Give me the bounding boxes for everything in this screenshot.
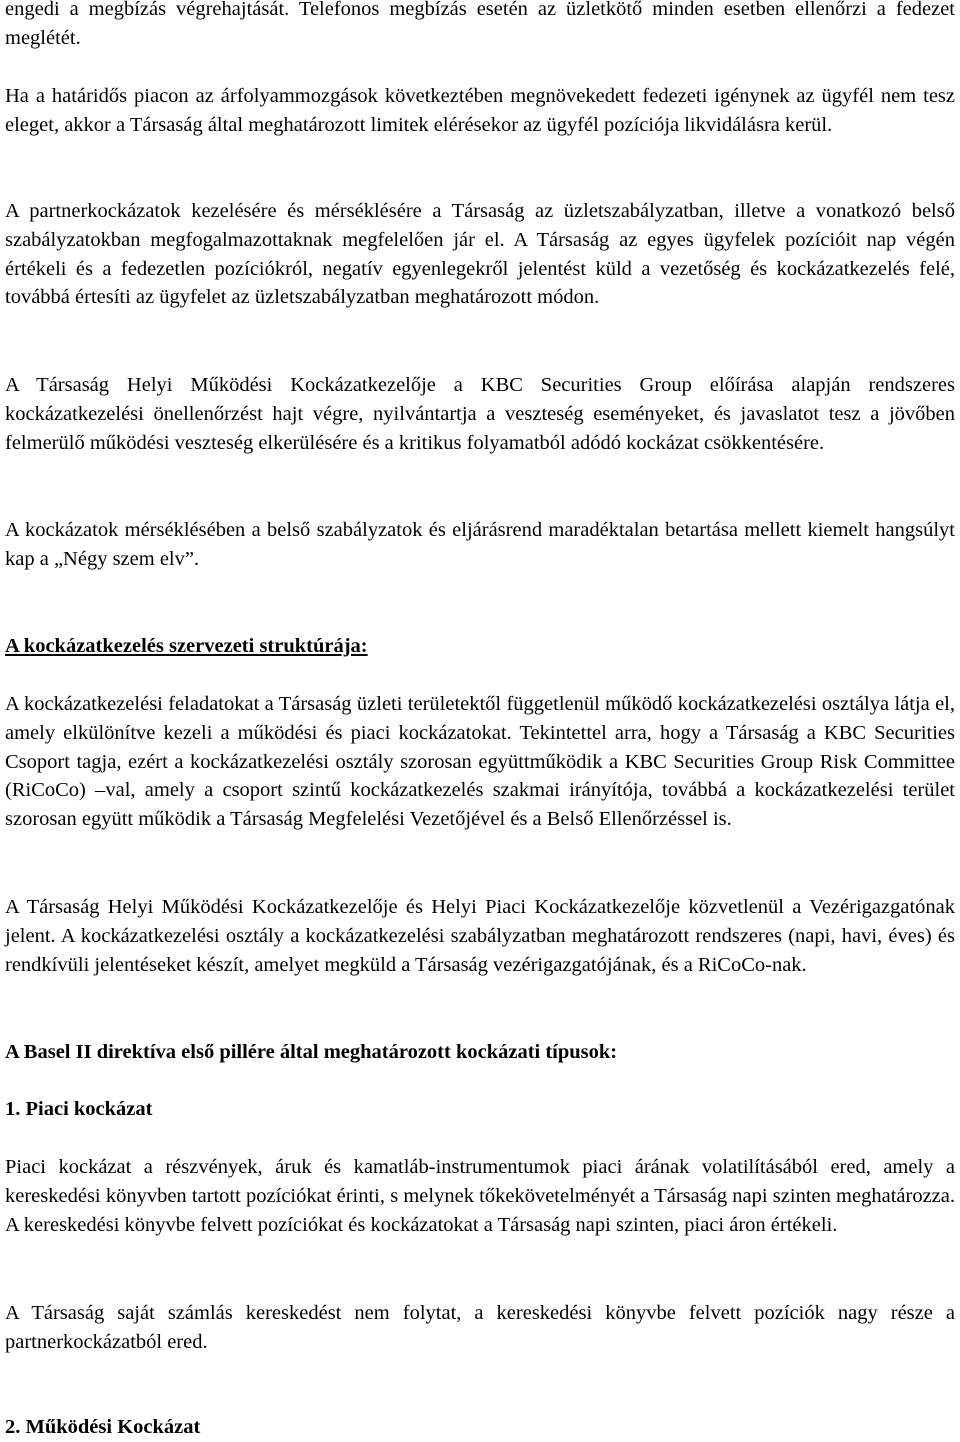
paragraph-sajat-szamlas: A Társaság saját számlás kereskedést nem folytat, a kereskedési könyvbe felvett pozíciók nagy része a partnerkockázatból ered. <box>5 1302 955 1353</box>
paragraph-partnerkockazat: A partnerkockázatok kezelésére és mérséklésére a Társaság az üzletszabályzatban, illetve a vonatkozó belső szabályzatokban megfogalmazottaknak megfelelően jár el. A Társaság az egyes ügyfelek pozícióit nap végén értékeli és a fedezetlen pozíciókról, negatív egyenlegekről jelentést küld a vezetőség és kockázatkezelés felé, továbbá értesíti az ügyfelet az üzletszabályzatban meghatározott módon. <box>5 200 955 309</box>
section-heading-mukodesi-kockazat: 2. Működési Kockázat <box>5 1416 201 1438</box>
section-heading-basel-ii: A Basel II direktíva első pillére által meghatározott kockázati típusok: <box>5 1041 618 1063</box>
paragraph-kockazatkezelesi-osztaly: A kockázatkezelési feladatokat a Társaság üzleti területektől függetlenül működő kockázatkezelési osztálya látja el, amely elkülönítve kezeli a működési és piaci kockázatokat. Tekintettel arra, hogy a Társaság a KBC Securities Csoport tagja, ezért a kockázatkezelési osztály szorosan együttműködik a KBC Securities Group Risk Committee (RiCoCo) –val, amely a csoport szintű kockázatkezelés szakmai irányítója, továbbá a kockázatkezelési terület szorosan együtt működik a Társaság Megfelelési Vezetőjével és a Belső Ellenőrzéssel is. <box>5 693 955 831</box>
section-heading-szervezeti-struktura: A kockázatkezelés szervezeti struktúrája: <box>5 635 368 657</box>
paragraph-fedezet: engedi a megbízás végrehajtását. Telefonos megbízás esetén az üzletkötő minden esetben ellenőrzi a fedezet meglétét. <box>5 0 955 49</box>
section-heading-piaci-kockazat: 1. Piaci kockázat <box>5 1098 153 1120</box>
paragraph-likvidalas: Ha a határidős piacon az árfolyammozgások következtében megnövekedett fedezeti igénynek az ügyfél nem tesz eleget, akkor a Társaság által meghatározott limitek elérésekor az ügyfél pozíciója likvidálásra kerül. <box>5 85 955 136</box>
paragraph-negy-szem-elv: A kockázatok mérséklésében a belső szabályzatok és eljárásrend maradéktalan betartása mellett kiemelt hangsúlyt kap a „Négy szem elv”. <box>5 519 955 570</box>
paragraph-jelentesek: A Társaság Helyi Működési Kockázatkezelője és Helyi Piaci Kockázatkezelője közvetlenül a Vezérigazgatónak jelent. A kockázatkezelési osztály a kockázatkezelési szabályzatban meghatározott rendszeres (napi, havi, éves) és rendkívüli jelentéseket készít, amelyet megküld a Társaság vezérigazgatójának, és a RiCoCo-nak. <box>5 896 955 976</box>
paragraph-mukodesi-kockazatkezelo: A Társaság Helyi Működési Kockázatkezelője a KBC Securities Group előírása alapján rendszeres kockázatkezelési önellenőrzést hajt végre, nyilvántartja a veszteség eseményeket, és javaslatot tesz a jövőben felmerülő működési veszteség elkerülésére és a kritikus folyamatból adódó kockázat csökkentésére. <box>5 374 955 454</box>
paragraph-piaci-kockazat: Piaci kockázat a részvények, áruk és kamatláb-instrumentumok piaci árának volatilításából ered, amely a kereskedési könyvben tartott pozíciókat érinti, s melynek tőkekövetelményét a Társaság napi szinten meghatározza. A kereskedési könyvbe felvett pozíciókat és kockázatokat a Társaság napi szinten, piaci áron értékeli. <box>5 1156 955 1236</box>
